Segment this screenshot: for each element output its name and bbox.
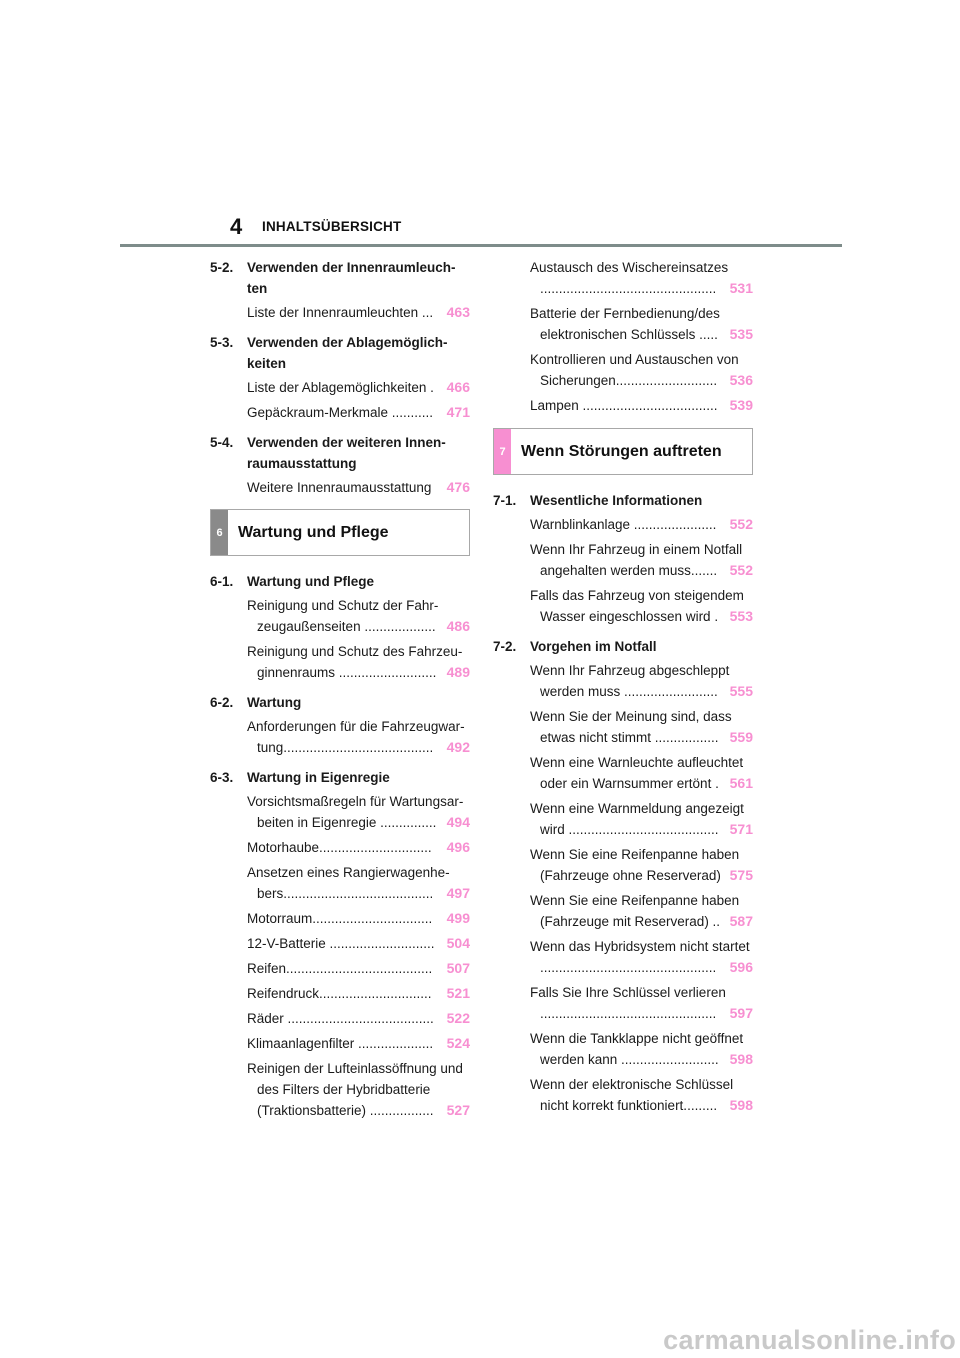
toc-entry[interactable]: Wenn eine Warnleuchte aufleuchtet oder ein Warnsummer ertönt . 561 (493, 752, 753, 794)
page-link[interactable]: 504 (446, 935, 470, 951)
toc-entry[interactable]: Wenn das Hybridsystem nicht startet ............................................... 596 (493, 936, 753, 978)
page-link[interactable]: 524 (446, 1035, 470, 1051)
page-number: 4 (230, 214, 243, 239)
page-link[interactable]: 598 (729, 1051, 753, 1067)
section-heading-7-1[interactable]: 7-1. Wesentliche Informationen (493, 493, 703, 508)
chapter-title: Wenn Störungen auftreten (521, 442, 722, 460)
page-link[interactable]: 535 (729, 326, 753, 342)
page-link[interactable]: 486 (446, 618, 470, 634)
page-link[interactable]: 596 (729, 959, 753, 975)
toc-right-column (493, 257, 753, 1116)
page-link[interactable]: 536 (729, 372, 753, 388)
page-link[interactable]: 552 (729, 562, 753, 578)
toc-entry[interactable]: Anforderungen für die Fahrzeugwar- tung........................................ 492 (210, 716, 470, 758)
toc-entry[interactable]: Liste der Innenraumleuchten ... 463 (210, 302, 470, 323)
toc-entry[interactable]: Wenn Ihr Fahrzeug abgeschleppt werden muss ......................... 555 (493, 660, 753, 702)
toc-entry[interactable]: Gepäckraum-Merkmale ........... 471 (210, 402, 470, 423)
toc-entry[interactable]: Wenn der elektronische Schlüssel nicht korrekt funktioniert......... 598 (493, 1074, 753, 1116)
toc-left-column (210, 257, 470, 1121)
toc-entry[interactable]: Kontrollieren und Austauschen von Sicherungen........................... 536 (493, 349, 753, 391)
page-link[interactable]: 492 (446, 739, 470, 755)
page-link[interactable]: 471 (446, 404, 470, 420)
page-link[interactable]: 522 (446, 1010, 470, 1026)
header-divider (120, 244, 842, 247)
page-link[interactable]: 476 (446, 479, 470, 495)
page-link[interactable]: 507 (446, 960, 470, 976)
toc-entry[interactable]: Wenn Sie eine Reifenpanne haben (Fahrzeuge mit Reserverad) .. 587 (493, 890, 753, 932)
page-link[interactable]: 561 (729, 775, 753, 791)
chapter-title: Wartung und Pflege (238, 523, 389, 541)
toc-entry[interactable]: Wenn die Tankklappe nicht geöffnet werden kann .......................... 598 (493, 1028, 753, 1070)
toc-entry[interactable]: Wenn Ihr Fahrzeug in einem Notfall angehalten werden muss....... 552 (493, 539, 753, 581)
toc-entry[interactable]: Wenn eine Warnmeldung angezeigt wird ........................................ 571 (493, 798, 753, 840)
page-link[interactable]: 559 (729, 729, 753, 745)
toc-entry[interactable]: Reifen....................................... 507 (210, 958, 470, 979)
toc-entry[interactable]: Reinigen der Lufteinlassöffnung und des Filters der Hybridbatterie (Traktionsbatterie) ................. 527 (210, 1058, 470, 1121)
toc-entry[interactable]: Klimaanlagenfilter .................... 524 (210, 1033, 470, 1054)
toc-entry[interactable]: Lampen .................................... 539 (493, 395, 753, 416)
toc-entry[interactable]: Austausch des Wischereinsatzes ............................................... 531 (493, 257, 753, 299)
page-link[interactable]: 466 (446, 379, 470, 395)
page-link[interactable]: 521 (446, 985, 470, 1001)
toc-entry[interactable]: Reifendruck.............................. 521 (210, 983, 470, 1004)
toc-entry[interactable]: Warnblinkanlage ...................... 552 (493, 514, 753, 535)
page-link[interactable]: 587 (729, 913, 753, 929)
toc-entry[interactable]: Ansetzen eines Rangierwagenhe- bers........................................ 497 (210, 862, 470, 904)
page-link[interactable]: 597 (729, 1005, 753, 1021)
page-link[interactable]: 552 (729, 516, 753, 532)
page-link[interactable]: 571 (729, 821, 753, 837)
section-heading-6-1[interactable]: 6-1. Wartung und Pflege (210, 574, 374, 589)
toc-entry[interactable]: Motorhaube.............................. 496 (210, 837, 470, 858)
section-heading-6-3[interactable]: 6-3. Wartung in Eigenregie (210, 770, 390, 785)
page-link[interactable]: 497 (446, 885, 470, 901)
page-link[interactable]: 598 (729, 1097, 753, 1113)
toc-entry[interactable]: Reinigung und Schutz des Fahrzeu- ginnenraums .......................... 489 (210, 641, 470, 683)
toc-entry[interactable]: Wenn Sie der Meinung sind, dass etwas nicht stimmt ................. 559 (493, 706, 753, 748)
chapter-tab: 6 (211, 510, 228, 555)
toc-entry[interactable]: Batterie der Fernbedienung/des elektronischen Schlüssels ..... 535 (493, 303, 753, 345)
chapter-6-header[interactable] (210, 509, 470, 556)
page-link[interactable]: 553 (729, 608, 753, 624)
section-heading-5-4[interactable]: 5-4. Verwenden der weiteren Innen- raumausstattung (210, 435, 446, 471)
toc-entry[interactable]: Reinigung und Schutz der Fahr- zeugaußenseiten ................... 486 (210, 595, 470, 637)
page-link[interactable]: 531 (729, 280, 753, 296)
chapter-tab: 7 (494, 429, 511, 474)
page-link[interactable]: 555 (729, 683, 753, 699)
section-heading-7-2[interactable]: 7-2. Vorgehen im Notfall (493, 639, 657, 654)
toc-entry[interactable]: Vorsichtsmaßregeln für Wartungsar- beiten in Eigenregie ............... 494 (210, 791, 470, 833)
toc-entry[interactable]: Liste der Ablagemöglichkeiten . 466 (210, 377, 470, 398)
toc-entry[interactable]: 12-V-Batterie ............................ 504 (210, 933, 470, 954)
toc-entry[interactable]: Falls Sie Ihre Schlüssel verlieren ............................................... 597 (493, 982, 753, 1024)
page-link[interactable]: 527 (446, 1102, 470, 1118)
page-link[interactable]: 575 (729, 867, 753, 883)
page-link[interactable]: 494 (446, 814, 470, 830)
toc-entry[interactable]: Räder ....................................... 522 (210, 1008, 470, 1029)
chapter-7-header[interactable] (493, 428, 753, 475)
page-link[interactable]: 539 (729, 397, 753, 413)
page-link[interactable]: 499 (446, 910, 470, 926)
toc-entry[interactable]: Motorraum................................ 499 (210, 908, 470, 929)
page-link[interactable]: 489 (446, 664, 470, 680)
page-title: INHALTSÜBERSICHT (262, 219, 402, 234)
page-link[interactable]: 463 (446, 304, 470, 320)
toc-entry[interactable]: Falls das Fahrzeug von steigendem Wasser eingeschlossen wird . 553 (493, 585, 753, 627)
section-heading-5-3[interactable]: 5-3. Verwenden der Ablagemöglich- keiten (210, 335, 448, 371)
section-heading-5-2[interactable]: 5-2. Verwenden der Innenraumleuch- ten (210, 260, 456, 296)
toc-entry[interactable]: Weitere Innenraumausstattung 476 (210, 477, 470, 498)
page-link[interactable]: 496 (446, 839, 470, 855)
toc-entry[interactable]: Wenn Sie eine Reifenpanne haben (Fahrzeuge ohne Reserverad) 575 (493, 844, 753, 886)
watermark: carmanualsonline.info (663, 1325, 956, 1355)
section-heading-6-2[interactable]: 6-2. Wartung (210, 695, 302, 710)
